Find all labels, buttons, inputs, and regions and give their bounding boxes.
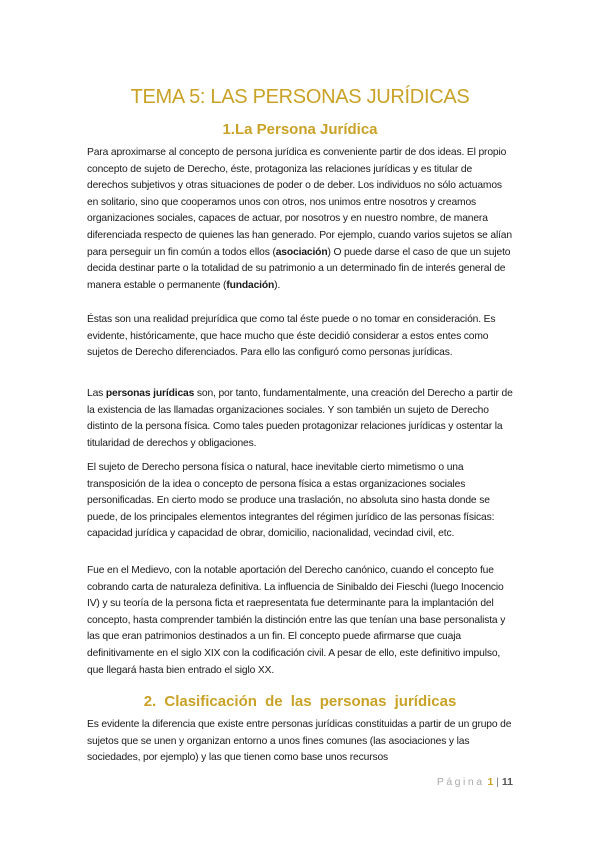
paragraph-intro (87, 145, 515, 294)
footer-page-label: Página (436, 776, 485, 788)
paragraph-medievo: Fue en el Medievo, con la notable aportación del Derecho canónico, cuando el concepto fue cobrando carta de naturaleza definitiva. La influencia de Sinibaldo dei Fieschi (luego Inocencio IV) y su teoría de la persona ficta et raepresentata fue determinante para la implantación del concepto, hasta comprender también la distinción entre las que tenían una base personalista y las que eran patrimonios destinados a un fin. El concepto puede afirmarse que cuaja definitivamente en el siglo XIX con la codificación civil. A pesar de ello, este definitivo impulso, que llegará hasta bien entrado el siglo XX. (87, 565, 506, 676)
document-title: TEMA 5: LAS PERSONAS JURÍDICAS (130, 86, 470, 108)
bold-term-fundacion: fundación (226, 279, 275, 291)
section-heading-persona-juridica: 1.La Persona Jurídica (222, 121, 378, 138)
paragraph-clasificacion: Es evidente la diferencia que existe entre personas jurídicas constituidas a partir de un grupo de sujetos que se unen y organizan entorno a unos fines comunes (las asociaciones y las sociedades, por ejemplo) y las que tienen como base unos recursos (87, 719, 512, 764)
footer-page-total: 11 (501, 776, 513, 788)
page-footer (437, 776, 513, 788)
paragraph-text: ). (274, 279, 281, 291)
bold-term-personas-juridicas: personas jurídicas (105, 388, 195, 399)
section-heading-clasificacion: 2. Clasificación de las personas jurídicas (143, 693, 457, 710)
paragraph-mimetismo: El sujeto de Derecho persona física o natural, hace inevitable cierto mimetismo o una transposición de la idea o concepto de persona física a estas organizaciones sociales personificadas. En cierto modo se produce una traslación, no absoluta sino hasta donde se puede, de los principales elementos integrantes del régimen jurídico de las personas físicas: capacidad jurídica y capacidad de obrar, domicilio, nacionalidad, vecindad civil, etc. (87, 462, 495, 540)
footer-separator: | (496, 776, 499, 788)
paragraph-text: son, por tanto, fundamentalmente, una creación del Derecho a partir de la existencia de las llamadas organizaciones sociales. Y son también un sujeto de Derecho distinto de la persona física. Como tales pueden protagonizar relaciones jurídicas y ostentar la titularidad de derechos y obligaciones. (87, 388, 513, 449)
paragraph-text: Para aproximarse al concepto de persona jurídica es conveniente partir de dos ideas. El propio concepto de sujeto de Derecho, éste, protagoniza las relaciones jurídicas y es titular de derechos subjetivos y otras situaciones de poder o de deber. Los individuos no sólo actuamos en solitario, sino que cooperamos unos con otros, nos unimos entre nosotros y creamos organizaciones sociales, capaces de actuar, por nosotros y en nuestro nombre, de manera diferenciada respecto de quienes las han generado. Por ejemplo, cuando varios sujetos se alían para perseguir un fin común a todos ellos ( (87, 147, 512, 258)
paragraph-text: Las (87, 388, 106, 399)
paragraph-prejuridica: Éstas son una realidad prejurídica que como tal éste puede o no tomar en consideración. Es evidente, históricamente, que hace mucho que éste decidió considerar a estos entes como sujetos de Derecho diferenciados. Para ello las configuró como personas jurídicas. (87, 314, 496, 359)
bold-term-asociacion: asociación (275, 246, 328, 258)
footer-page-number: 1 (487, 776, 494, 788)
paragraph-text: ) O puede darse el caso de que un sujeto decida destinar parte o la totalidad de su patrimonio a un determinado fin de interés general de manera estable o permanente ( (87, 246, 511, 291)
paragraph-definicion (87, 386, 515, 452)
